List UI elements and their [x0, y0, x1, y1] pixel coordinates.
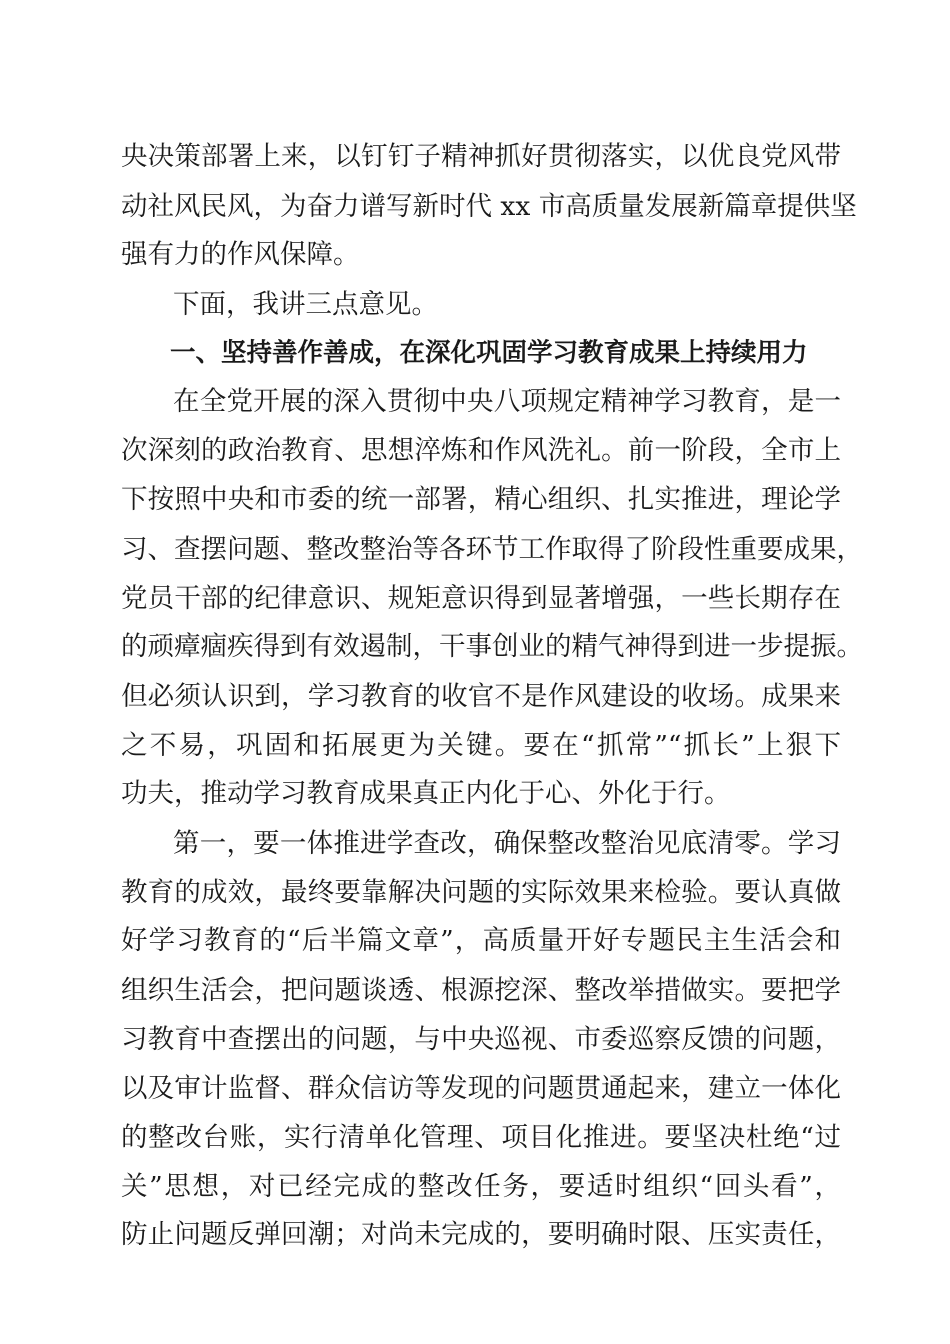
- body-text-line: 之不易，巩固和拓展更为关键。要在“抓常”“抓长”上狠下: [121, 730, 841, 761]
- body-text-line: 下按照中央和市委的统一部署，精心组织、扎实推进，理论学: [121, 484, 841, 515]
- body-text-line: 下面，我讲三点意见。: [173, 289, 438, 320]
- body-text-line: 强有力的作风保障。: [121, 239, 360, 270]
- body-text-line: 第一，要一体推进学查改，确保整改整治见底清零。学习: [173, 828, 841, 859]
- body-text-line: 防止问题反弹回潮；对尚未完成的，要明确时限、压实责任，: [121, 1219, 841, 1250]
- body-text-line: 党员干部的纪律意识、规矩意识得到显著增强，一些长期存在: [121, 583, 841, 614]
- section-heading: 一、坚持善作善成，在深化巩固学习教育成果上持续用力: [170, 338, 808, 368]
- body-text-line: 央决策部署上来，以钉钉子精神抓好贯彻落实，以优良党风带: [121, 141, 841, 172]
- body-text-line: 次深刻的政治教育、思想淬炼和作风洗礼。前一阶段，全市上: [121, 435, 841, 466]
- body-text-line: 习、查摆问题、整改整治等各环节工作取得了阶段性重要成果，: [121, 534, 863, 565]
- body-text-line: 习教育中查摆出的问题，与中央巡视、市委巡察反馈的问题，: [121, 1024, 841, 1055]
- body-text-line: 功夫，推动学习教育成果真正内化于心、外化于行。: [121, 778, 731, 809]
- body-text-line: 教育的成效，最终要靠解决问题的实际效果来检验。要认真做: [121, 877, 841, 908]
- body-text-line: 好学习教育的“后半篇文章”，高质量开好专题民主生活会和: [121, 925, 841, 956]
- body-text-line: 动社风民风，为奋力谱写新时代 xx 市高质量发展新篇章提供坚: [121, 191, 857, 222]
- body-text-line: 在全党开展的深入贯彻中央八项规定精神学习教育，是一: [173, 386, 841, 417]
- body-text-line: 组织生活会，把问题谈透、根源挖深、整改举措做实。要把学: [121, 975, 841, 1006]
- body-text-line: 的整改台账，实行清单化管理、项目化推进。要坚决杜绝“过: [121, 1122, 841, 1153]
- body-text-line: 关”思想，对已经完成的整改任务，要适时组织“回头看”，: [121, 1171, 841, 1202]
- body-text-line: 的顽瘴痼疾得到有效遏制，干事创业的精气神得到进一步提振。: [121, 631, 863, 662]
- body-text-line: 以及审计监督、群众信访等发现的问题贯通起来，建立一体化: [121, 1073, 841, 1104]
- body-text-line: 但必须认识到，学习教育的收官不是作风建设的收场。成果来: [121, 681, 841, 712]
